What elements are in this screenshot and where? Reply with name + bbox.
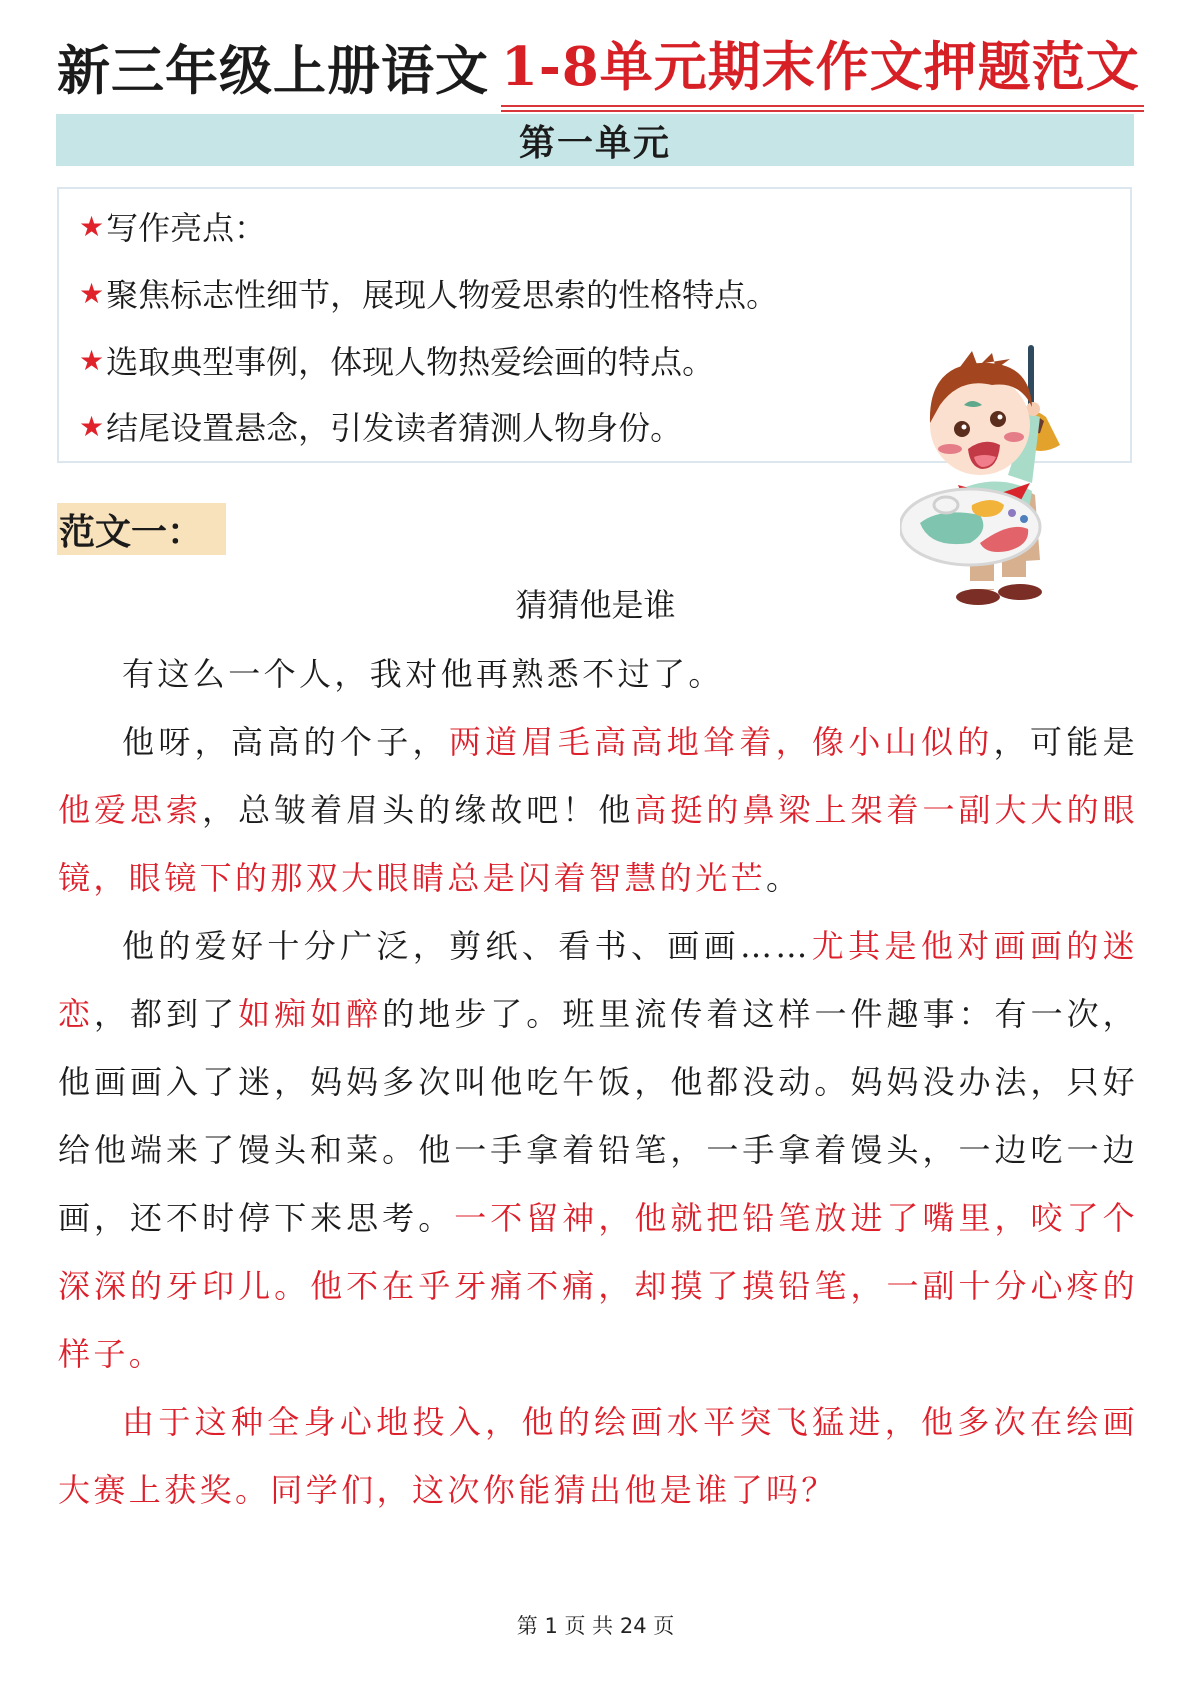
text-segment: 的地步了。班里流传着这样一件趣事：有一次，他画画入了迷，妈妈多次叫他吃午饭，他都没动。妈妈没办法，只好给他端来了馒头和菜。他一手拿着铅笔，一手拿着馒头，一边吃一边画，还不时停下来思考。 — [58, 995, 1139, 1237]
highlighted-text-segment: 两道眉毛高高地耸着，像小山似的 — [448, 723, 994, 761]
unit-label: 第一单元 — [518, 121, 671, 164]
text-segment: ，可能是 — [993, 723, 1138, 761]
essay-paragraph — [58, 912, 1138, 1388]
text-segment: 有这么一个人，我对他再熟悉不过了。 — [122, 655, 724, 693]
highlight-text: 结尾设置悬念，引发读者猜测人物身份。 — [106, 409, 683, 447]
highlighted-text-segment: 由于这种全身心地投入，他的绘画水平突飞猛进，他多次在绘画大赛上获奖。同学们，这次你能猜出他是谁了吗？ — [58, 1403, 1138, 1509]
title-double-underline — [501, 105, 1144, 112]
essay-paragraph — [58, 708, 1138, 912]
star-icon: ★ — [79, 343, 105, 377]
boy-painter-illustration — [900, 345, 1095, 607]
highlighted-text-segment: 高挺的鼻梁上架着一副大大的眼镜，眼镜下的那双大眼睛总是闪着智慧的光芒 — [58, 791, 1138, 897]
highlight-item — [79, 270, 778, 316]
title-red-wrapper — [501, 32, 1140, 106]
highlight-text: 写作亮点： — [106, 209, 267, 247]
highlight-heading — [79, 203, 266, 249]
highlighted-text-segment: 一不留神，他就把铅笔放进了嘴里，咬了个深深的牙印儿。他不在乎牙痛不痛，却摸了摸铅笔，一副十分心疼的样子。 — [58, 1199, 1138, 1373]
text-segment: ，都到了 — [94, 995, 239, 1033]
text-segment: 他的爱好十分广泛，剪纸、看书、画画…… — [122, 927, 811, 965]
star-icon: ★ — [79, 209, 105, 243]
title-red-part: 1-8单元期末作文押题范文 — [501, 36, 1140, 98]
essay-title: 猜猜他是谁 — [515, 586, 676, 624]
essay-paragraph — [58, 640, 1138, 708]
essay-label — [57, 503, 226, 555]
highlighted-text-segment: 如痴如醉 — [238, 995, 383, 1033]
highlighted-text-segment: 他爱思索 — [58, 791, 203, 829]
document-header — [57, 30, 1140, 106]
title-black-part: 新三年级上册语文 — [57, 40, 489, 102]
highlighted-text-segment: 尤其是他对画画的迷恋 — [58, 927, 1138, 1033]
essay-paragraph — [58, 1388, 1138, 1524]
essay-body — [58, 640, 1138, 1524]
text-segment: 。 — [766, 859, 802, 897]
text-segment: 他呀，高高的个子， — [122, 723, 449, 761]
highlight-text: 聚焦标志性细节，展现人物爱思索的性格特点。 — [106, 276, 779, 314]
unit-band — [56, 114, 1134, 166]
star-icon: ★ — [79, 409, 105, 443]
essay-label-text: 范文一： — [59, 510, 204, 553]
highlight-text: 选取典型事例，体现人物热爱绘画的特点。 — [106, 343, 715, 381]
highlight-item — [79, 337, 714, 383]
page-number: 第 1 页 共 24 页 — [516, 1614, 675, 1638]
text-segment: ，总皱着眉头的缘故吧！他 — [202, 791, 635, 829]
highlight-item — [79, 403, 682, 449]
star-icon: ★ — [79, 276, 105, 310]
